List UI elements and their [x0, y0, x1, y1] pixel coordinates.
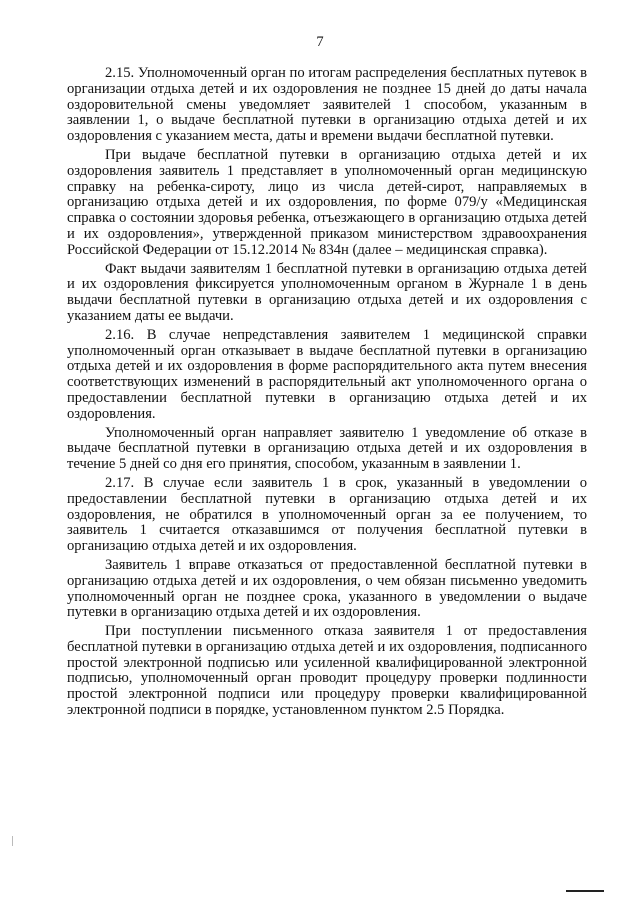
- paragraph-issue-record: Факт выдачи заявителям 1 бесплатной путевки в организацию отдыха детей и их оздоровления фиксируется уполномоченным органом в Журнале 1 в день выдачи бесплатной путевки в организацию отдыха детей и их оздоровления с указанием даты ее выдачи.: [67, 260, 587, 324]
- scan-artifact: [12, 836, 13, 846]
- paragraph-2-16: 2.16. В случае непредставления заявителем 1 медицинской справки уполномоченный орган отказывает в выдаче бесплатной путевки в организацию отдыха детей и их оздоровления в форме распорядительного акта путем внесения соответствующих изменений в распорядительный акт уполномоченного органа о предоставлении бесплатной путевки в организацию отдыха детей и их оздоровления.: [67, 326, 587, 422]
- paragraph-medical-certificate: При выдаче бесплатной путевки в организацию отдыха детей и их оздоровления заявитель 1 представляет в уполномоченный орган медицинскую справку на ребенка-сироту, лицо из числа детей-сирот, направляемых в организацию отдыха детей и их оздоровления, по форме 079/у «Медицинская справка о состоянии здоровья ребенка, отъезжающего в организацию отдыха детей и их оздоровления», утвержденной приказом министерством здравоохранения Российской Федерации от 15.12.2014 № 834н (далее – медицинская справка).: [67, 146, 587, 258]
- paragraph-2-15: 2.15. Уполномоченный орган по итогам распределения бесплатных путевок в организации отдыха детей и их оздоровления не позднее 15 дней до даты начала оздоровительной смены уведомляет заявителей 1 способом, указанным в заявлении 1, о выдаче бесплатной путевки в организацию отдыха детей и их оздоровления с указанием места, даты и времени выдачи бесплатной путевки.: [67, 65, 587, 145]
- paragraph-2-17: 2.17. В случае если заявитель 1 в срок, указанный в уведомлении о предоставлении бесплатной путевки в организацию отдыха детей и их оздоровления, не обратился в уполномоченный орган за ее получением, то заявитель 1 считается отказавшимся от получения бесплатной путевки в организацию отдыха детей и их оздоровления.: [67, 474, 587, 555]
- document-body: [67, 66, 587, 722]
- bottom-rule: [566, 890, 604, 892]
- paragraph-refusal-notice: Уполномоченный орган направляет заявителю 1 уведомление об отказе в выдаче бесплатной путевки в организацию отдыха детей и их оздоровления в течение 5 дней со дня его принятия, способом, указанным в заявлении 1.: [67, 424, 587, 473]
- page-number: 7: [316, 34, 324, 50]
- paragraph-electronic-signature: При поступлении письменного отказа заявителя 1 от предоставления бесплатной путевки в организацию отдыха детей и их оздоровления, подписанного простой электронной подписью или усиленной квалифицированной электронной подписью, уполномоченный орган проводит процедуру проверки подлинности простой электронной подписи или процедуру проверки квалифицированной электронной подписи в порядке, установленном пунктом 2.5 Порядка.: [67, 623, 587, 719]
- paragraph-voluntary-refusal: Заявитель 1 вправе отказаться от предоставленной бесплатной путевки в организацию отдыха детей и их оздоровления, о чем обязан письменно уведомить уполномоченный орган не позднее срока, указанного в уведомлении о выдаче путевки в организацию отдыха детей и их оздоровления.: [67, 556, 587, 621]
